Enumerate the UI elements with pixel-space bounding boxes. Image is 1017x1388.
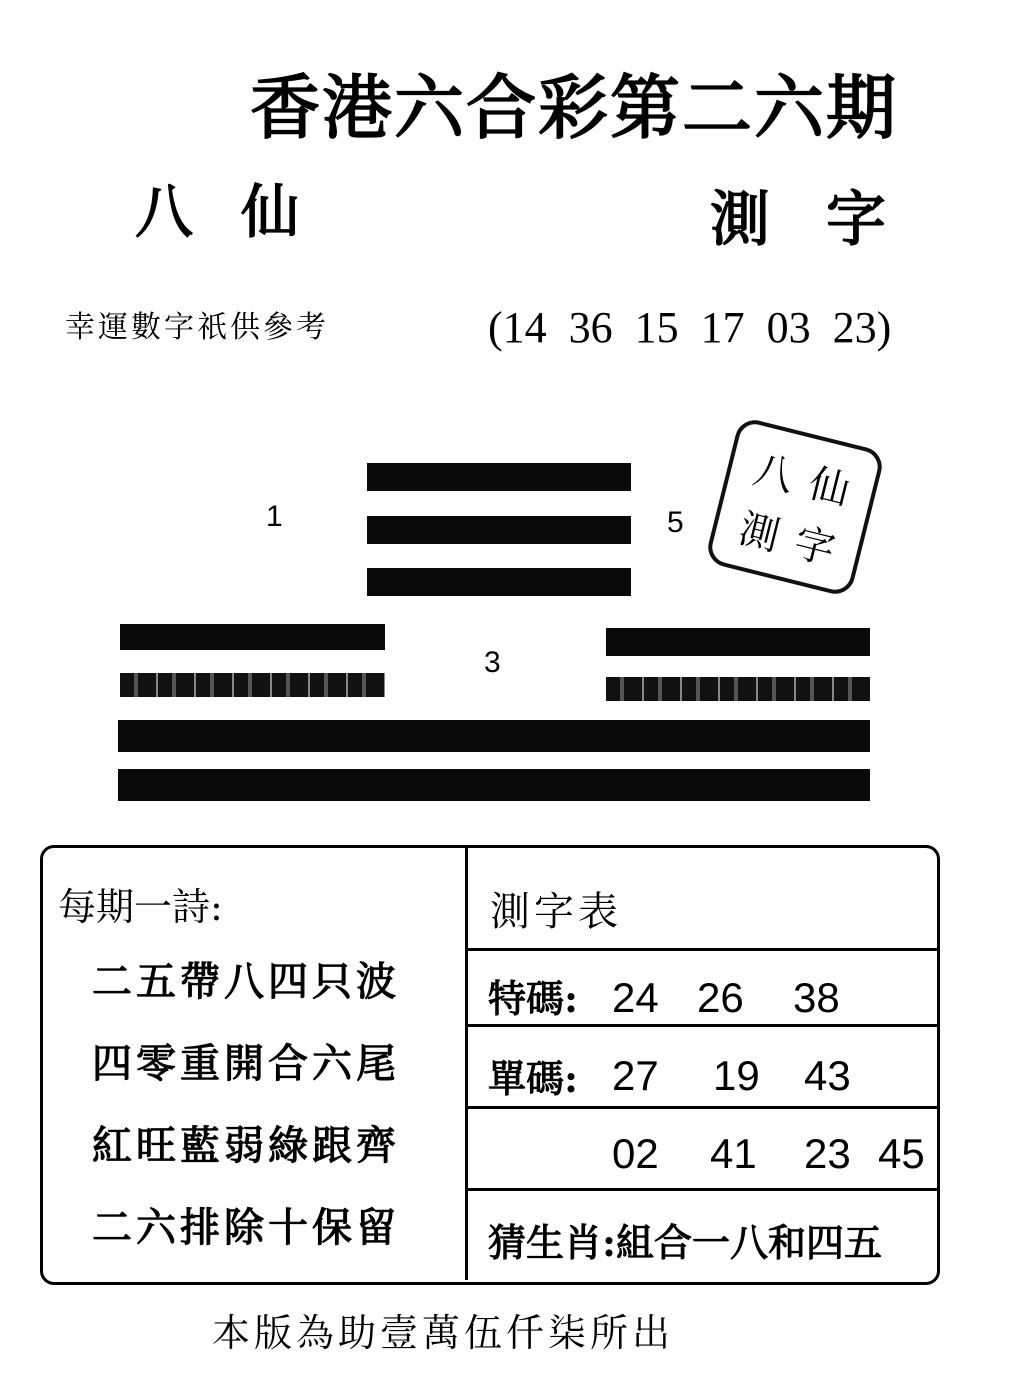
stamp-char: 字: [789, 519, 840, 575]
stamp-char: 八: [748, 446, 799, 502]
table-rule-1: [468, 948, 938, 951]
hexagram-left-line-2: [120, 673, 385, 697]
single-number-label: 單碼:: [488, 1056, 579, 1101]
single-number: 19: [713, 1052, 760, 1099]
poem-line: 二六排除十保留: [92, 1204, 400, 1251]
zodiac-guess: 猜生肖:組合一八和四五: [488, 1220, 883, 1265]
lucky-open-paren: (: [488, 303, 503, 352]
hexagram-label-right: 5: [667, 506, 684, 539]
poem-line: 二五帶八四只波: [92, 958, 400, 1005]
lucky-number: 23: [832, 303, 877, 352]
table-rule-2: [468, 1024, 938, 1027]
poem-line: 四零重開合六尾: [92, 1040, 400, 1087]
table-rule-4: [468, 1188, 938, 1191]
hexagram-bottom-line-1: [118, 720, 870, 752]
single-number: 27: [612, 1052, 659, 1099]
lucky-numbers: [488, 302, 891, 353]
hexagram-top-line-1: [367, 463, 631, 491]
special-number: 38: [793, 974, 840, 1021]
poem-title: 每期一詩:: [58, 885, 223, 929]
hexagram-top-line-2: [367, 516, 631, 544]
subtitle-left: 八仙: [135, 178, 348, 246]
lucky-numbers-label: 幸運數字祇供參考: [65, 310, 329, 345]
page-title: 香港六合彩第二六期: [250, 66, 898, 149]
hexagram-label-center: 3: [484, 646, 501, 679]
lucky-close-paren: ): [876, 303, 892, 352]
extra-number: 45: [878, 1130, 925, 1177]
hexagram-right-line-2: [606, 677, 870, 701]
special-number: 26: [697, 974, 744, 1021]
hexagram-right-line-1: [606, 628, 870, 656]
hexagram-bottom-line-2: [118, 769, 870, 801]
extra-number: 41: [710, 1130, 757, 1177]
lucky-number: 17: [700, 303, 745, 352]
table-rule-3: [468, 1106, 938, 1109]
lucky-number: 03: [766, 303, 811, 352]
extra-number: 02: [612, 1130, 659, 1177]
poem-line: 紅旺藍弱綠跟齊: [92, 1122, 400, 1169]
special-number: 24: [612, 974, 659, 1021]
lucky-number: 14: [502, 303, 547, 352]
extra-number: 23: [804, 1130, 851, 1177]
hexagram-left-line-1: [120, 624, 385, 650]
footer-note: 本版為助壹萬伍仟柒所出: [212, 1311, 675, 1355]
lucky-number: 15: [634, 303, 679, 352]
info-box-divider: [465, 848, 468, 1280]
stamp-seal: [704, 416, 886, 598]
stamp-char: 仙: [804, 460, 855, 515]
hexagram-top-line-3: [367, 568, 631, 596]
subtitle-right: 測字: [710, 185, 942, 255]
special-number-label: 特碼:: [488, 976, 579, 1021]
hexagram-label-top: 1: [266, 500, 283, 533]
lucky-number: 36: [568, 303, 613, 352]
single-number: 43: [804, 1052, 851, 1099]
stamp-char: 測: [734, 505, 785, 561]
table-title: 測字表: [490, 889, 622, 935]
